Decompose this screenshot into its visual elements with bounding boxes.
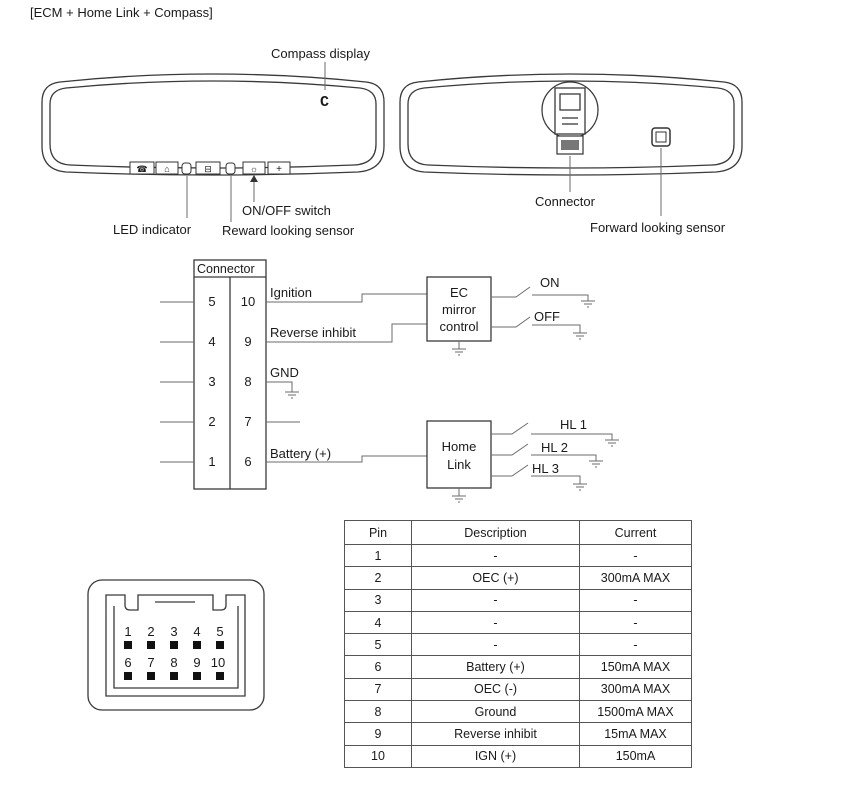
cell-pin: 8	[345, 701, 412, 723]
cell-description: -	[412, 545, 580, 567]
header-pin: Pin	[345, 521, 412, 545]
pin-label-4: 4	[208, 334, 216, 349]
cell-pin: 6	[345, 656, 412, 678]
face-pin-8-hole	[170, 672, 178, 680]
table-row	[345, 723, 692, 745]
cell-current: 300mA MAX	[580, 678, 692, 700]
pin-label-10: 10	[240, 294, 256, 309]
face-pin-2: 2	[147, 624, 155, 639]
face-pin-4: 4	[193, 624, 201, 639]
table-row	[345, 611, 692, 633]
pin-label-8: 8	[244, 374, 252, 389]
hl2-label: HL 2	[541, 440, 568, 455]
cell-pin: 7	[345, 678, 412, 700]
face-pin-5: 5	[216, 624, 224, 639]
signal-ignition: Ignition	[270, 285, 312, 300]
button-strip	[130, 162, 290, 175]
face-pin-5-hole	[216, 641, 224, 649]
face-pin-9: 9	[193, 655, 201, 670]
ec-box-line-1: EC	[449, 285, 469, 300]
face-pin-10-hole	[216, 672, 224, 680]
cell-pin: 1	[345, 545, 412, 567]
ec-box-line-3: control	[439, 319, 479, 334]
compass-display-label: Compass display	[271, 46, 370, 61]
face-pin-3: 3	[170, 624, 178, 639]
table-row	[345, 656, 692, 678]
cell-current: 300mA MAX	[580, 567, 692, 589]
connector-title: Connector	[197, 262, 255, 276]
homelink-line-2: Link	[447, 457, 471, 472]
face-pin-1-hole	[124, 641, 132, 649]
cell-pin: 3	[345, 589, 412, 611]
led-indicator	[182, 163, 191, 174]
pin-table-header	[345, 521, 692, 545]
hl3-label: HL 3	[532, 461, 559, 476]
face-pin-7-hole	[147, 672, 155, 680]
cell-description: -	[412, 589, 580, 611]
face-pin-3-hole	[170, 641, 178, 649]
cell-current: 150mA	[580, 745, 692, 767]
svg-text:⌂: ⌂	[164, 164, 170, 174]
cell-description: Reverse inhibit	[412, 723, 580, 745]
cell-description: OEC (+)	[412, 567, 580, 589]
face-pin-1: 1	[124, 624, 132, 639]
onoff-switch-label: ON/OFF switch	[242, 203, 331, 218]
signal-battery: Battery (+)	[270, 446, 332, 461]
cell-current: 1500mA MAX	[580, 701, 692, 723]
cell-current: -	[580, 634, 692, 656]
svg-text:+: +	[276, 164, 282, 175]
cell-pin: 4	[345, 611, 412, 633]
svg-text:☼: ☼	[249, 164, 259, 174]
table-row	[345, 701, 692, 723]
cell-description: Ground	[412, 701, 580, 723]
front-mirror	[42, 46, 384, 238]
cell-current: 150mA MAX	[580, 656, 692, 678]
table-row	[345, 745, 692, 767]
cell-current: 15mA MAX	[580, 723, 692, 745]
forward-sensor-label: Forward looking sensor	[590, 220, 726, 235]
pin-table	[344, 520, 692, 768]
pin-label-9: 9	[244, 334, 252, 349]
homelink-line-1: Home	[441, 439, 477, 454]
cell-description: Battery (+)	[412, 656, 580, 678]
cell-pin: 10	[345, 745, 412, 767]
cell-current: -	[580, 611, 692, 633]
connector-face	[88, 580, 264, 710]
header-description: Description	[412, 521, 580, 545]
compass-display-icon: C	[320, 94, 330, 111]
back-mirror	[400, 74, 742, 235]
cell-description: -	[412, 634, 580, 656]
hl1-label: HL 1	[560, 417, 587, 432]
cell-pin: 5	[345, 634, 412, 656]
pin-label-6: 6	[244, 454, 252, 469]
table-row	[345, 545, 692, 567]
reward-looking-sensor	[226, 163, 235, 174]
pin-label-1: 1	[208, 454, 216, 469]
cell-pin: 2	[345, 567, 412, 589]
face-pin-6: 6	[124, 655, 132, 670]
ec-box-line-2: mirror	[442, 302, 476, 317]
face-pin-7: 7	[147, 655, 155, 670]
cell-description: IGN (+)	[412, 745, 580, 767]
svg-text:⊟: ⊟	[204, 164, 212, 174]
cell-description: OEC (-)	[412, 678, 580, 700]
svg-text:☎: ☎	[136, 164, 148, 174]
cell-current: -	[580, 545, 692, 567]
signal-reverse-inhibit: Reverse inhibit	[270, 325, 356, 340]
table-row	[345, 634, 692, 656]
led-indicator-label: LED indicator	[113, 222, 192, 237]
face-pin-6-hole	[124, 672, 132, 680]
page-title: [ECM + Home Link + Compass]	[30, 5, 213, 20]
face-pin-10: 10	[210, 655, 226, 670]
cell-current: -	[580, 589, 692, 611]
wiring-diagram	[160, 260, 619, 502]
home-link-box	[427, 421, 491, 488]
reward-sensor-label: Reward looking sensor	[222, 223, 355, 238]
signal-gnd: GND	[270, 365, 299, 380]
connector-label: Connector	[535, 194, 595, 209]
face-pin-9-hole	[193, 672, 201, 680]
cell-pin: 9	[345, 723, 412, 745]
pin-label-5: 5	[208, 294, 216, 309]
pin-label-2: 2	[208, 414, 216, 429]
table-row	[345, 567, 692, 589]
header-current: Current	[580, 521, 692, 545]
face-pin-4-hole	[193, 641, 201, 649]
pin-label-3: 3	[208, 374, 216, 389]
switch-on-label: ON	[540, 275, 560, 290]
table-row	[345, 589, 692, 611]
switch-off-label: OFF	[534, 309, 560, 324]
cell-description: -	[412, 611, 580, 633]
face-pin-8: 8	[170, 655, 178, 670]
pin-label-7: 7	[244, 414, 252, 429]
face-pin-2-hole	[147, 641, 155, 649]
table-row	[345, 678, 692, 700]
